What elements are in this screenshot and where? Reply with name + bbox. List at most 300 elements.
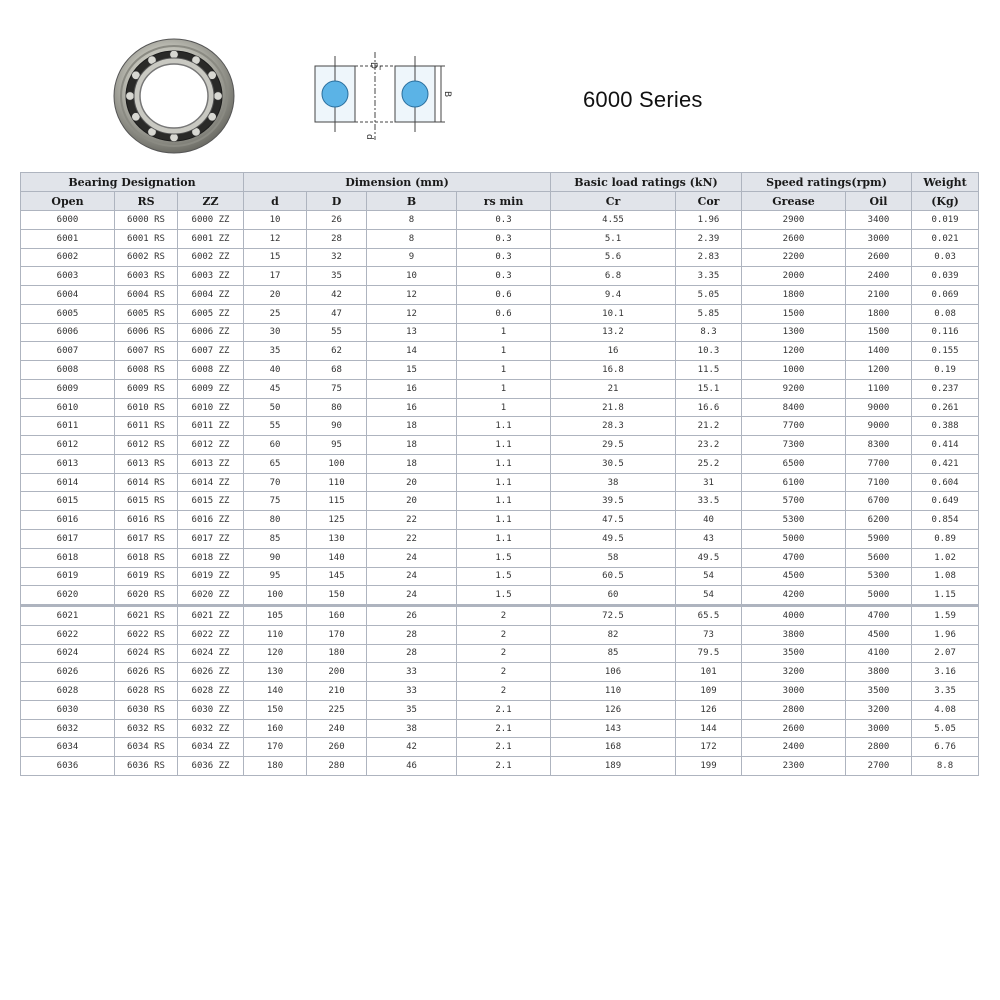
cell-rs-min: 1 (457, 323, 551, 342)
bearing-spec-table (20, 172, 979, 776)
cell-oil: 5600 (846, 548, 912, 567)
cell-oil: 2100 (846, 286, 912, 305)
cell-open: 6005 (21, 304, 115, 323)
group-header-load-ratings: Basic load ratings (kN) (551, 173, 742, 192)
cell-b: 12 (367, 304, 457, 323)
column-header-b: B (367, 192, 457, 211)
cell-open: 6030 (21, 700, 115, 719)
cell-rs-min: 1.5 (457, 586, 551, 606)
cell-cr: 110 (551, 682, 676, 701)
cell-b: 24 (367, 548, 457, 567)
cell-grease: 2900 (742, 211, 846, 230)
cell-cor: 23.2 (676, 436, 742, 455)
cell-rs: 6002 RS (115, 248, 178, 267)
cell-b: 24 (367, 586, 457, 606)
cell-b: 35 (367, 700, 457, 719)
table-row (21, 567, 979, 586)
table-row (21, 342, 979, 361)
cell-rs: 6015 RS (115, 492, 178, 511)
cell-b: 38 (367, 719, 457, 738)
cell-cor: 11.5 (676, 361, 742, 380)
table-row (21, 757, 979, 776)
cell-zz: 6022 ZZ (178, 625, 244, 644)
cell-oil: 4700 (846, 606, 912, 626)
table-row (21, 492, 979, 511)
cell-outer-d: 47 (307, 304, 367, 323)
cell-cr: 16.8 (551, 361, 676, 380)
cell-cr: 10.1 (551, 304, 676, 323)
cell-cor: 1.96 (676, 211, 742, 230)
cell-grease: 6500 (742, 454, 846, 473)
table-row (21, 379, 979, 398)
cell-zz: 6001 ZZ (178, 229, 244, 248)
cell-outer-d: 140 (307, 548, 367, 567)
cell-rs: 6020 RS (115, 586, 178, 606)
cell-weight-kg: 0.414 (912, 436, 979, 455)
cell-cor: 33.5 (676, 492, 742, 511)
cell-cr: 168 (551, 738, 676, 757)
cell-weight-kg: 0.069 (912, 286, 979, 305)
cell-d: 130 (244, 663, 307, 682)
cell-rs-min: 2.1 (457, 738, 551, 757)
cell-zz: 6018 ZZ (178, 548, 244, 567)
cell-cr: 13.2 (551, 323, 676, 342)
cell-d: 90 (244, 548, 307, 567)
cell-rs-min: 0.3 (457, 229, 551, 248)
cell-oil: 6200 (846, 511, 912, 530)
cell-zz: 6024 ZZ (178, 644, 244, 663)
cell-outer-d: 115 (307, 492, 367, 511)
cell-b: 12 (367, 286, 457, 305)
cell-d: 85 (244, 530, 307, 549)
cell-rs-min: 1 (457, 398, 551, 417)
cell-b: 16 (367, 379, 457, 398)
cell-open: 6012 (21, 436, 115, 455)
table-row (21, 606, 979, 626)
diagram-label-radius: r (379, 63, 383, 72)
table-row (21, 738, 979, 757)
column-header-open: Open (21, 192, 115, 211)
cell-d: 45 (244, 379, 307, 398)
cell-cr: 60 (551, 586, 676, 606)
cell-outer-d: 28 (307, 229, 367, 248)
cell-cr: 72.5 (551, 606, 676, 626)
cell-open: 6000 (21, 211, 115, 230)
cell-b: 42 (367, 738, 457, 757)
cell-outer-d: 42 (307, 286, 367, 305)
cell-oil: 1400 (846, 342, 912, 361)
cell-open: 6036 (21, 757, 115, 776)
cell-cr: 6.8 (551, 267, 676, 286)
cell-d: 12 (244, 229, 307, 248)
cell-rs-min: 2.1 (457, 719, 551, 738)
cell-cor: 54 (676, 586, 742, 606)
cell-outer-d: 160 (307, 606, 367, 626)
cell-weight-kg: 1.08 (912, 567, 979, 586)
cell-d: 180 (244, 757, 307, 776)
cell-open: 6032 (21, 719, 115, 738)
cell-cr: 5.6 (551, 248, 676, 267)
cell-outer-d: 145 (307, 567, 367, 586)
cell-grease: 4700 (742, 548, 846, 567)
cell-oil: 8300 (846, 436, 912, 455)
cell-weight-kg: 0.604 (912, 473, 979, 492)
cell-grease: 6100 (742, 473, 846, 492)
cell-grease: 3000 (742, 682, 846, 701)
cell-cr: 9.4 (551, 286, 676, 305)
cell-oil: 1100 (846, 379, 912, 398)
cell-open: 6008 (21, 361, 115, 380)
cell-rs: 6010 RS (115, 398, 178, 417)
cell-outer-d: 95 (307, 436, 367, 455)
cell-weight-kg: 0.261 (912, 398, 979, 417)
cell-cor: 10.3 (676, 342, 742, 361)
cell-d: 17 (244, 267, 307, 286)
cell-b: 20 (367, 473, 457, 492)
cell-rs: 6021 RS (115, 606, 178, 626)
cell-grease: 2000 (742, 267, 846, 286)
group-header-designation: Bearing Designation (21, 173, 244, 192)
group-header-speed-ratings: Speed ratings(rpm) (742, 173, 912, 192)
cell-grease: 3500 (742, 644, 846, 663)
cell-d: 170 (244, 738, 307, 757)
cell-zz: 6016 ZZ (178, 511, 244, 530)
table-row (21, 682, 979, 701)
cell-outer-d: 170 (307, 625, 367, 644)
cell-cr: 5.1 (551, 229, 676, 248)
table-row (21, 267, 979, 286)
cell-oil: 2800 (846, 738, 912, 757)
cell-d: 100 (244, 586, 307, 606)
table-row (21, 719, 979, 738)
cell-grease: 2200 (742, 248, 846, 267)
table-row (21, 286, 979, 305)
column-header-cor: Cor (676, 192, 742, 211)
cell-open: 6034 (21, 738, 115, 757)
cell-weight-kg: 0.019 (912, 211, 979, 230)
cell-grease: 3200 (742, 663, 846, 682)
cell-zz: 6014 ZZ (178, 473, 244, 492)
group-header-weight: Weight (912, 173, 979, 192)
diagram-label-width: B (442, 91, 452, 98)
cell-b: 8 (367, 211, 457, 230)
cell-grease: 4000 (742, 606, 846, 626)
cell-oil: 7100 (846, 473, 912, 492)
cell-open: 6013 (21, 454, 115, 473)
cell-open: 6017 (21, 530, 115, 549)
cell-rs-min: 2 (457, 606, 551, 626)
cell-zz: 6007 ZZ (178, 342, 244, 361)
cell-outer-d: 260 (307, 738, 367, 757)
cell-grease: 4500 (742, 567, 846, 586)
cell-open: 6016 (21, 511, 115, 530)
cell-grease: 2300 (742, 757, 846, 776)
cell-rs-min: 1.1 (457, 454, 551, 473)
cell-rs-min: 0.3 (457, 267, 551, 286)
cell-cr: 58 (551, 548, 676, 567)
cell-b: 15 (367, 361, 457, 380)
cell-b: 14 (367, 342, 457, 361)
cell-d: 65 (244, 454, 307, 473)
diagram-label-bore-diameter: d (364, 134, 374, 140)
cell-weight-kg: 5.05 (912, 719, 979, 738)
cell-cr: 106 (551, 663, 676, 682)
cell-weight-kg: 0.89 (912, 530, 979, 549)
cell-cor: 43 (676, 530, 742, 549)
column-header-d: d (244, 192, 307, 211)
cell-d: 40 (244, 361, 307, 380)
cell-cr: 21.8 (551, 398, 676, 417)
cell-rs: 6006 RS (115, 323, 178, 342)
cell-rs-min: 2 (457, 682, 551, 701)
cell-cor: 2.83 (676, 248, 742, 267)
cell-outer-d: 210 (307, 682, 367, 701)
cell-open: 6019 (21, 567, 115, 586)
table-row (21, 700, 979, 719)
cell-open: 6014 (21, 473, 115, 492)
cell-weight-kg: 1.15 (912, 586, 979, 606)
cell-d: 150 (244, 700, 307, 719)
cell-d: 50 (244, 398, 307, 417)
bearing-ball (126, 92, 134, 100)
cell-zz: 6008 ZZ (178, 361, 244, 380)
table-row (21, 454, 979, 473)
cell-b: 13 (367, 323, 457, 342)
cell-cor: 3.35 (676, 267, 742, 286)
cell-open: 6006 (21, 323, 115, 342)
cell-weight-kg: 0.039 (912, 267, 979, 286)
cell-cor: 199 (676, 757, 742, 776)
cell-b: 22 (367, 511, 457, 530)
cell-cor: 5.85 (676, 304, 742, 323)
cell-rs-min: 1.5 (457, 567, 551, 586)
cell-zz: 6004 ZZ (178, 286, 244, 305)
cell-zz: 6036 ZZ (178, 757, 244, 776)
cell-rs-min: 1 (457, 361, 551, 380)
cell-grease: 1500 (742, 304, 846, 323)
table-row (21, 586, 979, 606)
table-row (21, 530, 979, 549)
cell-cr: 60.5 (551, 567, 676, 586)
cell-cr: 21 (551, 379, 676, 398)
cell-cr: 16 (551, 342, 676, 361)
cell-outer-d: 90 (307, 417, 367, 436)
cell-rs-min: 1.1 (457, 511, 551, 530)
cell-d: 15 (244, 248, 307, 267)
table-body (21, 211, 979, 776)
cell-oil: 1200 (846, 361, 912, 380)
cell-rs: 6003 RS (115, 267, 178, 286)
cell-zz: 6013 ZZ (178, 454, 244, 473)
cell-grease: 5000 (742, 530, 846, 549)
cell-weight-kg: 0.155 (912, 342, 979, 361)
cell-b: 10 (367, 267, 457, 286)
cell-open: 6002 (21, 248, 115, 267)
cell-grease: 1800 (742, 286, 846, 305)
table-row (21, 323, 979, 342)
cell-zz: 6003 ZZ (178, 267, 244, 286)
cell-weight-kg: 1.59 (912, 606, 979, 626)
cell-rs-min: 2 (457, 644, 551, 663)
cell-rs: 6017 RS (115, 530, 178, 549)
cell-open: 6022 (21, 625, 115, 644)
cell-d: 20 (244, 286, 307, 305)
cell-cor: 5.05 (676, 286, 742, 305)
cell-cr: 4.55 (551, 211, 676, 230)
cell-cr: 47.5 (551, 511, 676, 530)
cell-outer-d: 35 (307, 267, 367, 286)
cell-rs: 6032 RS (115, 719, 178, 738)
cell-outer-d: 110 (307, 473, 367, 492)
column-header-weight-kg: (Kg) (912, 192, 979, 211)
cell-oil: 9000 (846, 417, 912, 436)
cell-rs-min: 1 (457, 379, 551, 398)
cell-rs: 6036 RS (115, 757, 178, 776)
cell-weight-kg: 0.08 (912, 304, 979, 323)
cell-weight-kg: 1.02 (912, 548, 979, 567)
cell-open: 6024 (21, 644, 115, 663)
cell-zz: 6011 ZZ (178, 417, 244, 436)
cell-b: 33 (367, 682, 457, 701)
cell-oil: 3200 (846, 700, 912, 719)
cell-open: 6003 (21, 267, 115, 286)
table-row (21, 548, 979, 567)
cell-oil: 3500 (846, 682, 912, 701)
cell-cor: 15.1 (676, 379, 742, 398)
cell-weight-kg: 0.03 (912, 248, 979, 267)
cell-rs: 6009 RS (115, 379, 178, 398)
cell-weight-kg: 0.237 (912, 379, 979, 398)
cell-grease: 3800 (742, 625, 846, 644)
cell-oil: 5000 (846, 586, 912, 606)
cell-grease: 4200 (742, 586, 846, 606)
cell-weight-kg: 0.854 (912, 511, 979, 530)
cell-zz: 6034 ZZ (178, 738, 244, 757)
cell-rs-min: 1 (457, 342, 551, 361)
column-header-outer-d: D (307, 192, 367, 211)
cell-rs-min: 2 (457, 625, 551, 644)
cell-outer-d: 130 (307, 530, 367, 549)
group-header-row (21, 173, 979, 192)
cell-weight-kg: 6.76 (912, 738, 979, 757)
cell-open: 6018 (21, 548, 115, 567)
table-row (21, 398, 979, 417)
cell-grease: 5700 (742, 492, 846, 511)
cell-oil: 3000 (846, 719, 912, 738)
cell-rs-min: 0.6 (457, 286, 551, 305)
cell-zz: 6021 ZZ (178, 606, 244, 626)
cell-rs: 6024 RS (115, 644, 178, 663)
cell-outer-d: 280 (307, 757, 367, 776)
bearing-photo (108, 34, 240, 158)
cell-d: 70 (244, 473, 307, 492)
cell-oil: 5900 (846, 530, 912, 549)
cell-rs: 6013 RS (115, 454, 178, 473)
cell-open: 6021 (21, 606, 115, 626)
cell-rs-min: 0.3 (457, 211, 551, 230)
cell-cor: 79.5 (676, 644, 742, 663)
cell-zz: 6028 ZZ (178, 682, 244, 701)
table-row (21, 361, 979, 380)
cell-cr: 28.3 (551, 417, 676, 436)
cell-b: 18 (367, 417, 457, 436)
cell-outer-d: 240 (307, 719, 367, 738)
cell-cr: 38 (551, 473, 676, 492)
cell-weight-kg: 0.649 (912, 492, 979, 511)
cell-outer-d: 55 (307, 323, 367, 342)
cell-b: 28 (367, 625, 457, 644)
cell-weight-kg: 3.16 (912, 663, 979, 682)
table-row (21, 304, 979, 323)
cell-b: 20 (367, 492, 457, 511)
column-header-grease: Grease (742, 192, 846, 211)
cell-zz: 6026 ZZ (178, 663, 244, 682)
cell-oil: 3000 (846, 229, 912, 248)
cell-rs-min: 1.1 (457, 436, 551, 455)
cell-cr: 85 (551, 644, 676, 663)
group-header-dimension: Dimension (mm) (244, 173, 551, 192)
cell-rs-min: 2 (457, 663, 551, 682)
cell-grease: 5300 (742, 511, 846, 530)
cell-oil: 2400 (846, 267, 912, 286)
cell-open: 6004 (21, 286, 115, 305)
table-row (21, 436, 979, 455)
cell-grease: 2600 (742, 719, 846, 738)
cell-grease: 1300 (742, 323, 846, 342)
cell-grease: 1200 (742, 342, 846, 361)
cell-rs-min: 1.1 (457, 473, 551, 492)
cell-d: 75 (244, 492, 307, 511)
column-header-oil: Oil (846, 192, 912, 211)
cell-b: 18 (367, 454, 457, 473)
cell-cr: 82 (551, 625, 676, 644)
cell-cor: 8.3 (676, 323, 742, 342)
cell-grease: 7300 (742, 436, 846, 455)
cell-outer-d: 200 (307, 663, 367, 682)
cell-oil: 7700 (846, 454, 912, 473)
cell-outer-d: 100 (307, 454, 367, 473)
cell-rs: 6012 RS (115, 436, 178, 455)
cell-open: 6011 (21, 417, 115, 436)
cell-weight-kg: 0.021 (912, 229, 979, 248)
cell-d: 140 (244, 682, 307, 701)
cell-cor: 21.2 (676, 417, 742, 436)
cell-rs: 6030 RS (115, 700, 178, 719)
bearing-ball (170, 133, 178, 141)
cell-open: 6020 (21, 586, 115, 606)
cell-b: 26 (367, 606, 457, 626)
cell-zz: 6002 ZZ (178, 248, 244, 267)
cell-b: 16 (367, 398, 457, 417)
cell-d: 25 (244, 304, 307, 323)
cell-outer-d: 180 (307, 644, 367, 663)
cell-grease: 9200 (742, 379, 846, 398)
cell-oil: 5300 (846, 567, 912, 586)
cell-cor: 40 (676, 511, 742, 530)
cell-grease: 2600 (742, 229, 846, 248)
cell-rs: 6000 RS (115, 211, 178, 230)
cell-outer-d: 32 (307, 248, 367, 267)
cell-weight-kg: 0.388 (912, 417, 979, 436)
cell-zz: 6012 ZZ (178, 436, 244, 455)
cell-grease: 1000 (742, 361, 846, 380)
cell-weight-kg: 2.07 (912, 644, 979, 663)
cell-b: 24 (367, 567, 457, 586)
cell-oil: 3400 (846, 211, 912, 230)
cell-outer-d: 62 (307, 342, 367, 361)
cell-cor: 49.5 (676, 548, 742, 567)
column-header-row (21, 192, 979, 211)
